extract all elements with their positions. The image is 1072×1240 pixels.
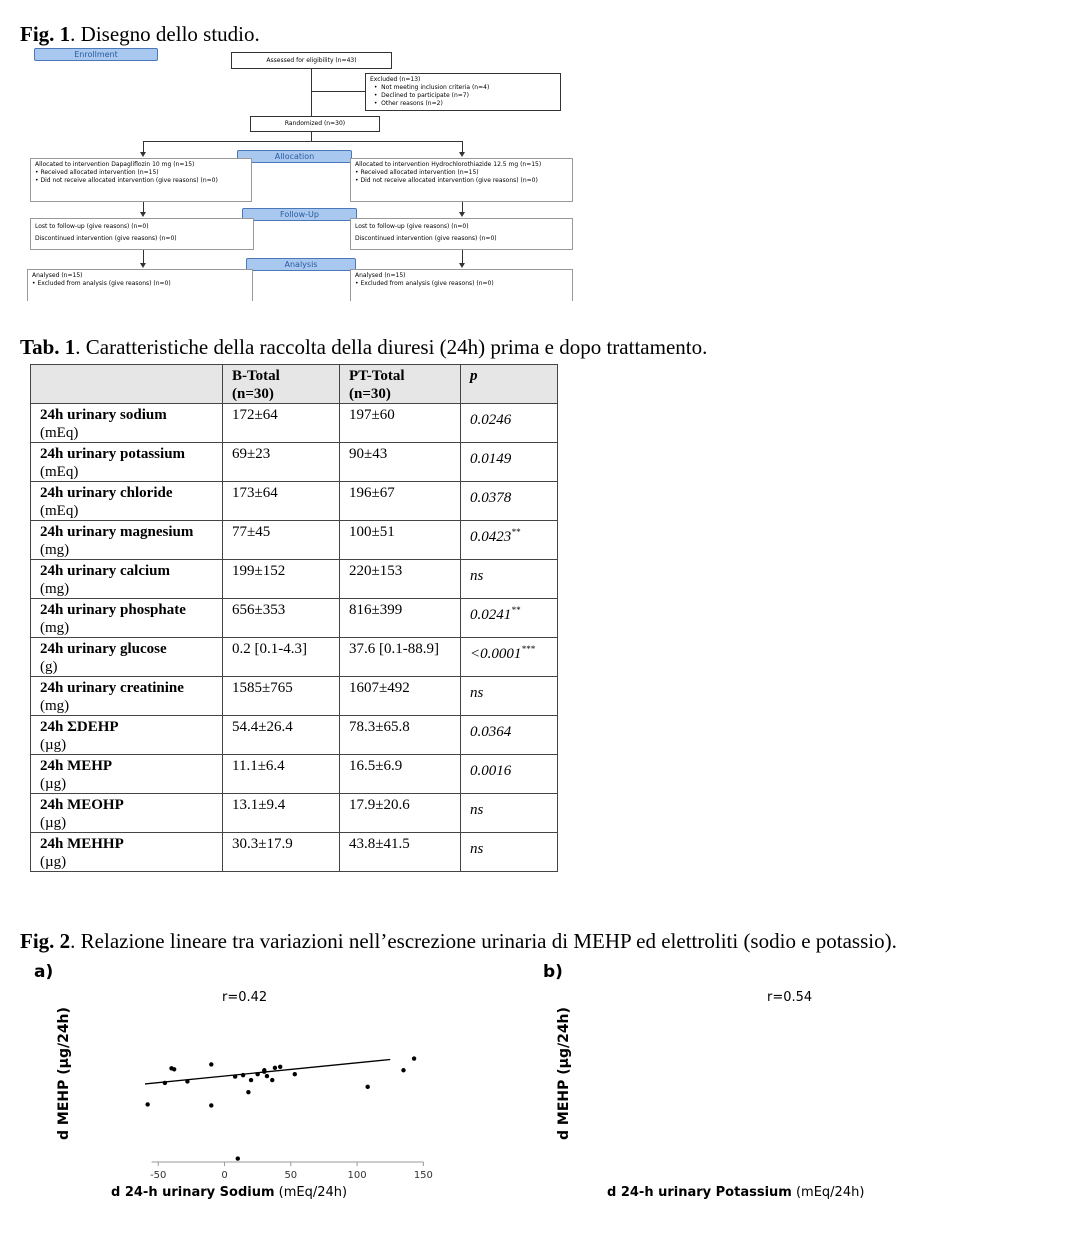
pt-total-cell: 197±60 — [340, 404, 461, 443]
row-name: 24h urinary glucose — [40, 641, 167, 657]
p-value-cell: ns — [461, 677, 558, 716]
row-label — [31, 833, 223, 872]
panel-b-label: b) — [543, 962, 563, 982]
scatter-point — [365, 1085, 369, 1089]
scatter-point — [185, 1079, 189, 1083]
row-label — [31, 560, 223, 599]
panel-a-label: a) — [34, 962, 54, 982]
assessed-box: Assessed for eligibility (n=43) — [231, 52, 392, 69]
randomized-box: Randomized (n=30) — [250, 116, 380, 132]
scatter-point — [209, 1103, 213, 1107]
panel-b-ylabel: d MEHP (µg/24h) — [556, 1007, 572, 1140]
p-value-cell: 0.0016 — [461, 755, 558, 794]
table-row — [31, 404, 558, 443]
b-total-cell: 13.1±9.4 — [223, 794, 340, 833]
row-unit: (mEq) — [40, 503, 79, 519]
row-unit: (mEq) — [40, 464, 79, 480]
right-followup-box: Lost to follow-up (give reasons) (n=0) Discontinued intervention (give reasons) (n=0) — [350, 218, 573, 250]
row-label — [31, 404, 223, 443]
row-name: 24h urinary sodium — [40, 407, 167, 423]
scatter-point — [145, 1102, 149, 1106]
x-tick-label: -50 — [150, 1170, 167, 1181]
row-unit: (g) — [40, 659, 58, 675]
row-label — [31, 716, 223, 755]
header-empty — [31, 365, 223, 404]
scatter-point — [273, 1066, 277, 1070]
p-value-cell: 0.0246 — [461, 404, 558, 443]
row-unit: (mg) — [40, 698, 70, 714]
table-row — [31, 677, 558, 716]
pt-total-cell: 100±51 — [340, 521, 461, 560]
panel-a-scatter — [120, 1020, 450, 1190]
row-name: 24h urinary calcium — [40, 563, 170, 579]
row-name: 24h urinary creatinine — [40, 680, 184, 696]
table-row — [31, 443, 558, 482]
table-row — [31, 833, 558, 872]
b-total-cell: 11.1±6.4 — [223, 755, 340, 794]
header-pt-total: PT-Total (n=30) — [340, 365, 461, 404]
scatter-point — [293, 1072, 297, 1076]
follow-up-stage: Follow-Up — [242, 208, 357, 221]
row-label — [31, 794, 223, 833]
p-value-cell: ns — [461, 560, 558, 599]
scatter-point — [265, 1074, 269, 1078]
row-label — [31, 443, 223, 482]
allocation-stage: Allocation — [237, 150, 352, 163]
consort-flow-diagram — [0, 0, 1072, 310]
scatter-point — [401, 1068, 405, 1072]
scatter-point — [246, 1090, 250, 1094]
pt-total-cell: 196±67 — [340, 482, 461, 521]
pt-total-cell: 16.5±6.9 — [340, 755, 461, 794]
table-1 — [30, 364, 558, 872]
table-row — [31, 755, 558, 794]
x-tick-label: 150 — [413, 1170, 433, 1181]
p-value-cell: 0.0364 — [461, 716, 558, 755]
row-name: 24h MEHP — [40, 758, 113, 774]
panel-a-xlabel: d 24-h urinary Sodium (mEq/24h) — [111, 1185, 348, 1200]
scatter-point — [172, 1067, 176, 1071]
enrollment-stage: Enrollment — [34, 48, 158, 61]
header-b-total: B-Total (n=30) — [223, 365, 340, 404]
header-p: p — [461, 365, 558, 404]
p-value-cell: ns — [461, 833, 558, 872]
left-allocation-box: Allocated to intervention Dapagliflozin 10 mg (n=15) • Received allocated intervention (n=15) • Did not receive allocated intervention (give reasons) (n=0) — [30, 158, 252, 202]
pt-total-cell: 1607±492 — [340, 677, 461, 716]
b-total-cell: 173±64 — [223, 482, 340, 521]
row-name: 24h MEOHP — [40, 797, 124, 813]
panel-b-xlabel: d 24-h urinary Potassium (mEq/24h) — [607, 1185, 865, 1200]
p-value-cell: ns — [461, 794, 558, 833]
scatter-point — [233, 1074, 237, 1078]
table-header-row — [31, 365, 558, 404]
panel-a-r-label: r=0.42 — [222, 990, 268, 1005]
pt-total-cell: 220±153 — [340, 560, 461, 599]
x-tick-label: 0 — [221, 1170, 228, 1181]
b-total-cell: 54.4±26.4 — [223, 716, 340, 755]
scatter-point — [163, 1081, 167, 1085]
row-label — [31, 755, 223, 794]
panel-b-r-label: r=0.54 — [767, 990, 813, 1005]
row-unit: (µg) — [40, 776, 67, 792]
scatter-point — [209, 1062, 213, 1066]
table-row — [31, 794, 558, 833]
b-total-cell: 77±45 — [223, 521, 340, 560]
left-followup-box: Lost to follow-up (give reasons) (n=0) Discontinued intervention (give reasons) (n=0) — [30, 218, 254, 250]
fig1-caption: Fig. 1. Disegno dello studio. — [20, 22, 260, 46]
scatter-point — [241, 1073, 245, 1077]
row-unit: (mg) — [40, 542, 70, 558]
panel-a-ylabel: d MEHP (µg/24h) — [56, 1007, 72, 1140]
table-row — [31, 482, 558, 521]
row-unit: (µg) — [40, 854, 67, 870]
table-row — [31, 716, 558, 755]
row-unit: (mg) — [40, 620, 70, 636]
p-value-cell: 0.0241** — [461, 599, 558, 638]
b-total-cell: 30.3±17.9 — [223, 833, 340, 872]
pt-total-cell: 90±43 — [340, 443, 461, 482]
row-label — [31, 677, 223, 716]
p-value-cell: 0.0423** — [461, 521, 558, 560]
row-name: 24h urinary potassium — [40, 446, 186, 462]
b-total-cell: 199±152 — [223, 560, 340, 599]
tab1-caption: Tab. 1. Caratteristiche della raccolta della diuresi (24h) prima e dopo trattamento. — [20, 335, 708, 359]
scatter-point — [278, 1065, 282, 1069]
x-tick-label: 50 — [284, 1170, 298, 1181]
scatter-point — [249, 1078, 253, 1082]
pt-total-cell: 37.6 [0.1-88.9] — [340, 638, 461, 677]
row-unit: (mEq) — [40, 425, 79, 441]
row-label — [31, 521, 223, 560]
regression-line — [145, 1060, 390, 1084]
scatter-point — [412, 1056, 416, 1060]
p-value-cell: 0.0149 — [461, 443, 558, 482]
row-label — [31, 599, 223, 638]
row-name: 24h urinary chloride — [40, 485, 173, 501]
b-total-cell: 69±23 — [223, 443, 340, 482]
analysis-stage: Analysis — [246, 258, 356, 271]
table-row — [31, 638, 558, 677]
row-name: 24h urinary magnesium — [40, 524, 194, 540]
p-value-cell: <0.0001*** — [461, 638, 558, 677]
scatter-point — [255, 1072, 259, 1076]
x-tick-label: 100 — [347, 1170, 367, 1181]
row-label — [31, 638, 223, 677]
right-analysis-box: Analysed (n=15) • Excluded from analysis (give reasons) (n=0) — [350, 269, 573, 301]
pt-total-cell: 78.3±65.8 — [340, 716, 461, 755]
scatter-point — [270, 1078, 274, 1082]
fig2-caption: Fig. 2. Relazione lineare tra variazioni nell’escrezione urinaria di MEHP ed elettroliti (sodio e potassio). — [20, 929, 897, 953]
left-analysis-box: Analysed (n=15) • Excluded from analysis (give reasons) (n=0) — [27, 269, 253, 301]
excluded-box: Excluded (n=13) • Not meeting inclusion criteria (n=4) • Declined to participate (n=7) • Other reasons (n=2) — [365, 73, 561, 111]
table-row — [31, 521, 558, 560]
b-total-cell: 172±64 — [223, 404, 340, 443]
table-row — [31, 599, 558, 638]
table-row — [31, 560, 558, 599]
scatter-point — [262, 1070, 266, 1074]
row-unit: (mg) — [40, 581, 70, 597]
row-label — [31, 482, 223, 521]
pt-total-cell: 816±399 — [340, 599, 461, 638]
row-name: 24h MEHHP — [40, 836, 124, 852]
b-total-cell: 1585±765 — [223, 677, 340, 716]
b-total-cell: 656±353 — [223, 599, 340, 638]
row-name: 24h ΣDEHP — [40, 719, 119, 735]
scatter-point — [236, 1156, 240, 1160]
pt-total-cell: 17.9±20.6 — [340, 794, 461, 833]
right-allocation-box: Allocated to intervention Hydrochlorothiazide 12.5 mg (n=15) • Received allocated intervention (n=15) • Did not receive allocated intervention (give reasons) (n=0) — [350, 158, 573, 202]
b-total-cell: 0.2 [0.1-4.3] — [223, 638, 340, 677]
pt-total-cell: 43.8±41.5 — [340, 833, 461, 872]
p-value-cell: 0.0378 — [461, 482, 558, 521]
row-unit: (µg) — [40, 737, 67, 753]
row-name: 24h urinary phosphate — [40, 602, 186, 618]
row-unit: (µg) — [40, 815, 67, 831]
